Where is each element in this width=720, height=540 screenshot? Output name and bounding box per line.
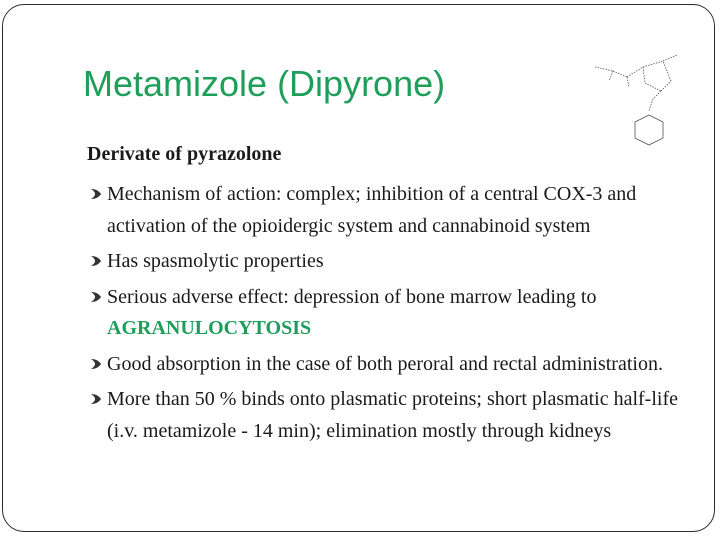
bullet-text: Mechanism of action: complex; inhibition of a central COX-3 and activation of the opioidergic system and cannabinoid system bbox=[107, 183, 637, 237]
arrow-bullet-icon bbox=[90, 187, 102, 201]
slide bbox=[2, 4, 715, 532]
arrow-bullet-icon bbox=[90, 357, 102, 371]
bullet-item bbox=[87, 282, 697, 345]
bullet-text: Serious adverse effect: depression of bone marrow leading to bbox=[107, 285, 597, 308]
bullet-item bbox=[87, 349, 697, 381]
bullet-item bbox=[87, 384, 697, 447]
bullet-text: Good absorption in the case of both peroral and rectal administration. bbox=[107, 352, 663, 375]
bullet-item bbox=[87, 246, 697, 278]
bullet-item bbox=[87, 179, 697, 242]
bullet-text: More than 50 % binds onto plasmatic proteins; short plasmatic half-life (i.v. metamizole - 14 min); elimination mostly through kidneys bbox=[107, 388, 678, 442]
arrow-bullet-icon bbox=[90, 392, 102, 406]
bullet-list bbox=[87, 179, 697, 451]
bullet-text: Has spasmolytic properties bbox=[107, 250, 324, 272]
agranulocytosis-highlight: AGRANULOCYTOSIS bbox=[107, 317, 312, 339]
slide-title: Metamizole (Dipyrone) bbox=[83, 63, 446, 104]
slide-subtitle: Derivate of pyrazolone bbox=[87, 143, 282, 165]
chemical-structure-icon bbox=[587, 41, 697, 156]
arrow-bullet-icon bbox=[90, 254, 102, 268]
arrow-bullet-icon bbox=[90, 290, 102, 304]
